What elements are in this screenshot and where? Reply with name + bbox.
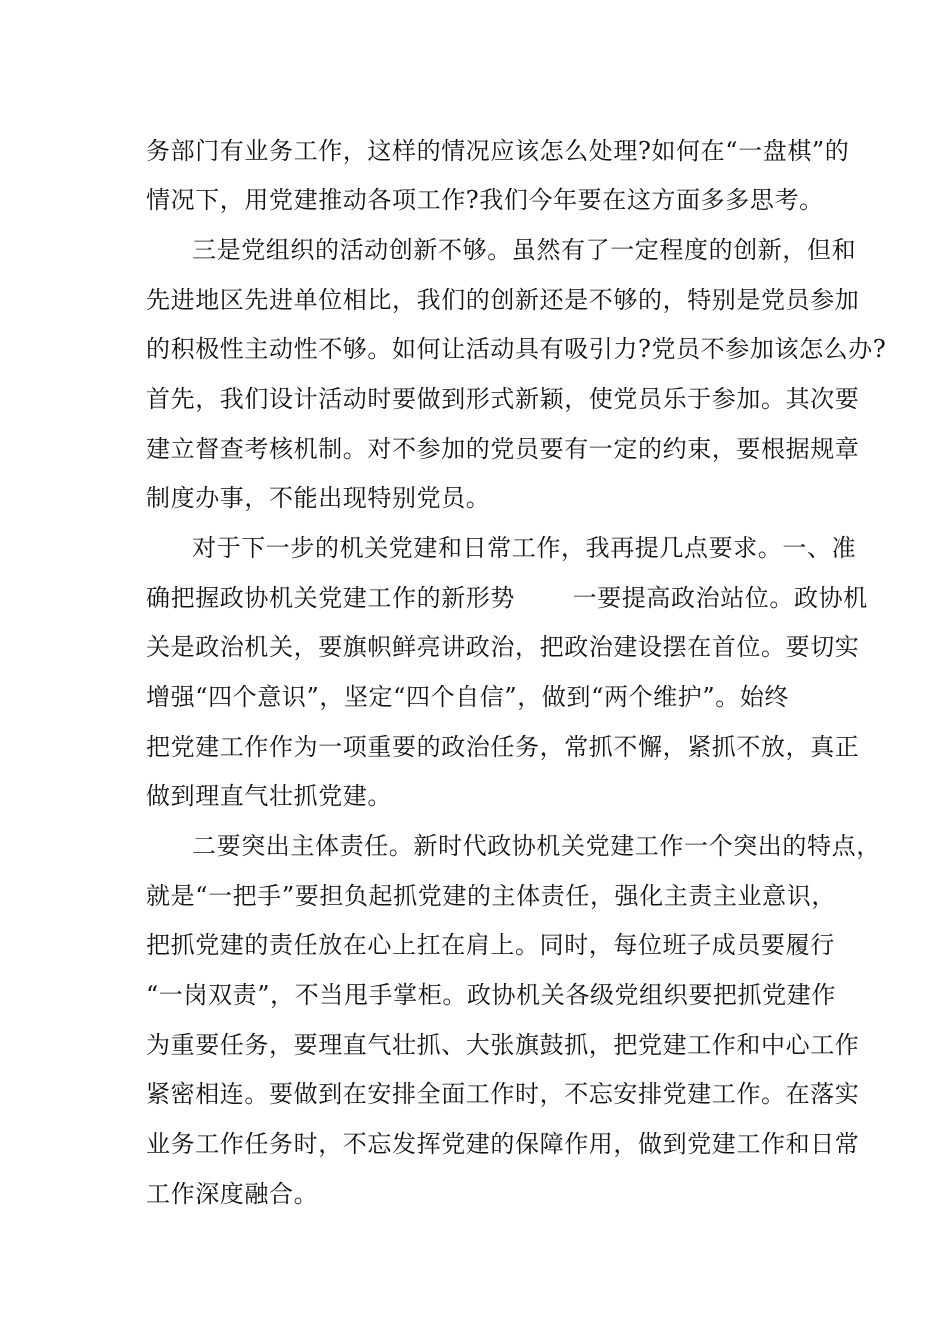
text-line: 为重要任务，要理直气壮抓、大张旗鼓抓，把党建工作和中心工作 bbox=[146, 1031, 860, 1059]
text-line: 先进地区先进单位相比，我们的创新还是不够的，特别是党员参加 bbox=[146, 286, 860, 314]
paragraph-start-line: 对于下一步的机关党建和日常工作，我再提几点要求。一、准 bbox=[192, 534, 857, 562]
text-line: 业务工作任务时，不忘发挥党建的保障作用，做到党建工作和日常 bbox=[146, 1130, 860, 1158]
text-line: 制度办事，不能出现特别党员。 bbox=[146, 484, 491, 512]
text-line: 务部门有业务工作，这样的情况应该怎么处理?如何在“一盘棋”的 bbox=[146, 137, 850, 165]
text-line: 把抓党建的责任放在心上扛在肩上。同时，每位班子成员要履行 bbox=[146, 931, 835, 959]
paragraph-start-line: 三是党组织的活动创新不够。虽然有了一定程度的创新，但和 bbox=[192, 236, 857, 264]
text-line: 关是政治机关，要旗帜鲜亮讲政治，把政治建设摆在首位。要切实 bbox=[146, 633, 860, 661]
text-line: 确把握政协机关党建工作的新形势 一要提高政治站位。政协机 bbox=[146, 584, 868, 612]
text-line: 情况下，用党建推动各项工作?我们今年要在这方面多多思考。 bbox=[146, 186, 824, 214]
text-line: 做到理直气壮抓党建。 bbox=[146, 782, 392, 810]
text-line: 就是“一把手”要担负起抓党建的主体责任，强化主责主业意识， bbox=[146, 882, 836, 910]
text-line: 工作深度融合。 bbox=[146, 1180, 319, 1208]
text-line: 把党建工作作为一项重要的政治任务，常抓不懈，紧抓不放，真正 bbox=[146, 733, 860, 761]
paragraph-start-line: 二要突出主体责任。新时代政协机关党建工作一个突出的特点， bbox=[192, 832, 881, 860]
text-line: 紧密相连。要做到在安排全面工作时，不忘安排党建工作。在落实 bbox=[146, 1080, 860, 1108]
text-line: 建立督查考核机制。对不参加的党员要有一定的约束，要根据规章 bbox=[146, 435, 860, 463]
text-line: “一岗双责”，不当甩手掌柜。政协机关各级党组织要把抓党建作 bbox=[146, 981, 836, 1009]
text-line: 增强“四个意识”，坚定“四个自信”，做到“两个维护”。始终 bbox=[146, 683, 790, 711]
text-line: 的积极性主动性不够。如何让活动具有吸引力?党员不参加该怎么办? bbox=[146, 335, 887, 363]
text-line: 首先，我们设计活动时要做到形式新颖，使党员乐于参加。其次要 bbox=[146, 385, 860, 413]
